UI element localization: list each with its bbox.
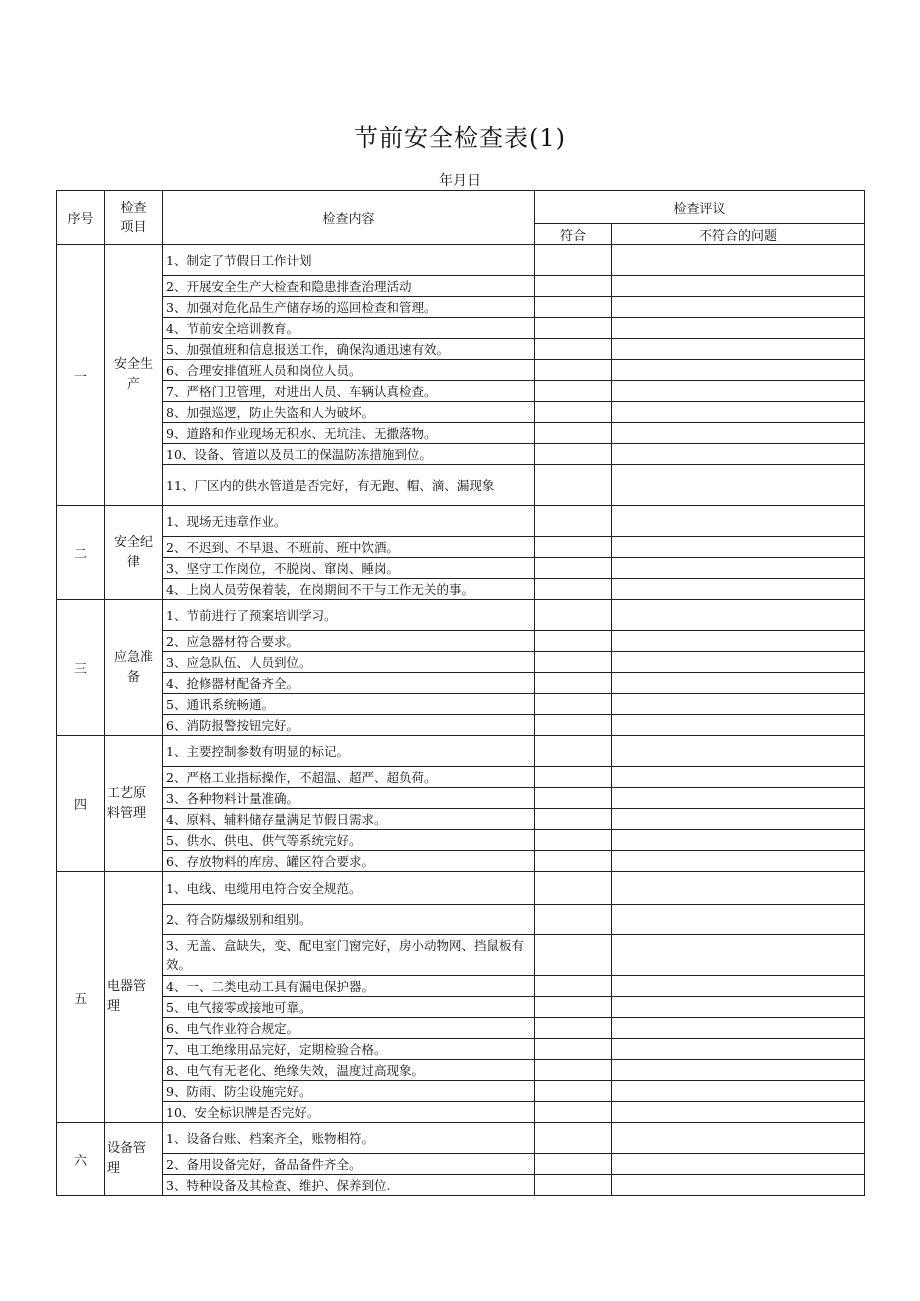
issue-cell[interactable] [612,851,865,872]
section-item: 工艺原 料管理 [105,736,163,872]
table-row [57,402,865,423]
check-content: 3、各种物料计量准确。 [163,788,535,809]
header-eval: 检查评议 [535,191,865,224]
issue-cell[interactable] [612,935,865,976]
issue-cell[interactable] [612,276,865,297]
check-content: 2、应急器材符合要求。 [163,631,535,652]
table-row [57,997,865,1018]
ok-cell[interactable] [535,631,612,652]
ok-cell[interactable] [535,652,612,673]
check-content: 2、备用设备完好，备品备件齐全。 [163,1154,535,1175]
check-content: 1、设备台账、档案齐全，账物相符。 [163,1123,535,1154]
ok-cell[interactable] [535,402,612,423]
check-content: 3、特种设备及其检查、维护、保养到位. [163,1175,535,1196]
check-content: 2、开展安全生产大检查和隐患排查治理活动 [163,276,535,297]
table-row [57,1175,865,1196]
issue-cell[interactable] [612,1102,865,1123]
ok-cell[interactable] [535,360,612,381]
ok-cell[interactable] [535,245,612,276]
ok-cell[interactable] [535,1154,612,1175]
ok-cell[interactable] [535,465,612,506]
ok-cell[interactable] [535,276,612,297]
ok-cell[interactable] [535,339,612,360]
ok-cell[interactable] [535,694,612,715]
section-item: 电器管 理 [105,872,163,1123]
table-row [57,1102,865,1123]
check-content: 3、加强对危化品生产储存场的巡回检查和管理。 [163,297,535,318]
ok-cell[interactable] [535,851,612,872]
page-title: 节前安全检查表(1) [354,124,566,152]
table-row [57,1060,865,1081]
ok-cell[interactable] [535,1175,612,1196]
table-row [57,506,865,537]
check-content: 2、严格工业指标操作，不超温、超严、超负荷。 [163,767,535,788]
issue-cell[interactable] [612,558,865,579]
issue-cell[interactable] [612,360,865,381]
table-row [57,339,865,360]
ok-cell[interactable] [535,381,612,402]
issue-cell[interactable] [612,444,865,465]
check-content: 4、原料、辅料储存量满足节假日需求。 [163,809,535,830]
ok-cell[interactable] [535,600,612,631]
table-row [57,1123,865,1154]
issue-cell[interactable] [612,1175,865,1196]
table-row [57,558,865,579]
check-content: 9、防雨、防尘设施完好。 [163,1081,535,1102]
ok-cell[interactable] [535,935,612,976]
check-content: 4、节前安全培训教育。 [163,318,535,339]
ok-cell[interactable] [535,506,612,537]
section-number: 五 [57,872,105,1123]
table-row [57,694,865,715]
check-content: 9、道路和作业现场无积水、无坑洼、无撒落物。 [163,423,535,444]
header-seq: 序号 [57,191,105,245]
ok-cell[interactable] [535,444,612,465]
check-content: 1、制定了节假日工作计划 [163,245,535,276]
check-content: 5、加强值班和信息报送工作，确保沟通迅速有效。 [163,339,535,360]
table-row [57,1154,865,1175]
table-row [57,631,865,652]
issue-cell[interactable] [612,1039,865,1060]
check-content: 6、合理安排值班人员和岗位人员。 [163,360,535,381]
table-row [57,652,865,673]
section-item: 安全纪 律 [105,506,163,600]
table-row [57,600,865,631]
issue-cell[interactable] [612,976,865,997]
table-row [57,905,865,935]
issue-cell[interactable] [612,537,865,558]
check-content: 4、一、二类电动工具有漏电保护器。 [163,976,535,997]
header-issues: 不符合的问题 [612,224,865,245]
table-row [57,245,865,276]
table-row [57,381,865,402]
ok-cell[interactable] [535,1081,612,1102]
issue-cell[interactable] [612,715,865,736]
check-content: 6、消防报警按钮完好。 [163,715,535,736]
issue-cell[interactable] [612,1154,865,1175]
issue-cell[interactable] [612,423,865,444]
issue-cell[interactable] [612,381,865,402]
ok-cell[interactable] [535,736,612,767]
header-item: 检查 项目 [105,191,163,245]
ok-cell[interactable] [535,1039,612,1060]
check-content: 8、加强巡逻，防止失盗和人为破坏。 [163,402,535,423]
issue-cell[interactable] [612,339,865,360]
issue-cell[interactable] [612,402,865,423]
ok-cell[interactable] [535,976,612,997]
ok-cell[interactable] [535,1060,612,1081]
issue-cell[interactable] [612,673,865,694]
ok-cell[interactable] [535,318,612,339]
check-content: 10、安全标识牌是否完好。 [163,1102,535,1123]
table-row [57,423,865,444]
check-content: 1、节前进行了预案培训学习。 [163,600,535,631]
ok-cell[interactable] [535,1123,612,1154]
check-content: 1、主要控制参数有明显的标记。 [163,736,535,767]
check-content: 6、存放物料的库房、罐区符合要求。 [163,851,535,872]
table-row [57,465,865,506]
ok-cell[interactable] [535,579,612,600]
ok-cell[interactable] [535,1018,612,1039]
ok-cell[interactable] [535,997,612,1018]
issue-cell[interactable] [612,297,865,318]
issue-cell[interactable] [612,767,865,788]
ok-cell[interactable] [535,423,612,444]
table-row [57,788,865,809]
issue-cell[interactable] [612,1060,865,1081]
check-content: 1、电线、电缆用电符合安全规范。 [163,872,535,905]
ok-cell[interactable] [535,1102,612,1123]
ok-cell[interactable] [535,788,612,809]
issue-cell[interactable] [612,318,865,339]
issue-cell[interactable] [612,1123,865,1154]
issue-cell[interactable] [612,788,865,809]
table-row [57,318,865,339]
section-item: 设备管 理 [105,1123,163,1196]
issue-cell[interactable] [612,997,865,1018]
table-row [57,830,865,851]
ok-cell[interactable] [535,715,612,736]
check-content: 7、严格门卫管理，对进出人员、车辆认真检查。 [163,381,535,402]
check-content: 5、通讯系统畅通。 [163,694,535,715]
section-number: 四 [57,736,105,872]
section-number: 六 [57,1123,105,1196]
table-row [57,1081,865,1102]
check-content: 2、不迟到、不早退、不班前、班中饮酒。 [163,537,535,558]
check-content: 7、电工绝缘用品完好，定期检验合格。 [163,1039,535,1060]
header-ok: 符合 [535,224,612,245]
check-content: 4、抢修器材配备齐全。 [163,673,535,694]
issue-cell[interactable] [612,736,865,767]
check-content: 2、符合防爆级别和组别。 [163,905,535,935]
ok-cell[interactable] [535,809,612,830]
check-content: 5、电气接零或接地可靠。 [163,997,535,1018]
date-line: 年月日 [439,173,481,189]
issue-cell[interactable] [612,809,865,830]
ok-cell[interactable] [535,673,612,694]
ok-cell[interactable] [535,872,612,905]
table-row [57,715,865,736]
issue-cell[interactable] [612,905,865,935]
issue-cell[interactable] [612,830,865,851]
section-number: 二 [57,506,105,600]
check-content: 1、现场无违章作业。 [163,506,535,537]
table-row [57,360,865,381]
issue-cell[interactable] [612,1081,865,1102]
check-content: 3、坚守工作岗位，不脱岗、窜岗、睡岗。 [163,558,535,579]
table-row [57,1039,865,1060]
ok-cell[interactable] [535,537,612,558]
ok-cell[interactable] [535,297,612,318]
issue-cell[interactable] [612,465,865,506]
ok-cell[interactable] [535,558,612,579]
table-row [57,673,865,694]
section-item: 应急准 备 [105,600,163,736]
table-row [57,444,865,465]
inspection-table [56,190,865,1196]
table-row [57,809,865,830]
section-item: 安全生 产 [105,245,163,506]
check-content: 6、电气作业符合规定。 [163,1018,535,1039]
issue-cell[interactable] [612,694,865,715]
ok-cell[interactable] [535,830,612,851]
ok-cell[interactable] [535,905,612,935]
table-row [57,537,865,558]
issue-cell[interactable] [612,631,865,652]
issue-cell[interactable] [612,600,865,631]
issue-cell[interactable] [612,652,865,673]
check-content: 4、上岗人员劳保着装，在岗期间不干与工作无关的事。 [163,579,535,600]
table-row [57,872,865,905]
table-row [57,935,865,976]
check-content: 5、供水、供电、供气等系统完好。 [163,830,535,851]
table-row [57,1018,865,1039]
issue-cell[interactable] [612,245,865,276]
table-row [57,767,865,788]
table-row [57,736,865,767]
table-row [57,579,865,600]
header-content: 检查内容 [163,191,535,245]
issue-cell[interactable] [612,1018,865,1039]
check-content: 11、厂区内的供水管道是否完好，有无跑、帽、滴、漏现象 [163,465,535,506]
ok-cell[interactable] [535,767,612,788]
table-row [57,276,865,297]
check-content: 8、电气有无老化、绝缘失效，温度过高现象。 [163,1060,535,1081]
table-row [57,297,865,318]
check-content: 10、设备、管道以及员工的保温防冻措施到位。 [163,444,535,465]
table-row [57,851,865,872]
issue-cell[interactable] [612,579,865,600]
issue-cell[interactable] [612,872,865,905]
section-number: 三 [57,600,105,736]
check-content: 3、应急队伍、人员到位。 [163,652,535,673]
section-number: 一 [57,245,105,506]
issue-cell[interactable] [612,506,865,537]
table-row [57,976,865,997]
check-content: 3、无盖、盒缺失，变、配电室门窗完好，房小动物网、挡鼠板有效。 [163,935,535,976]
